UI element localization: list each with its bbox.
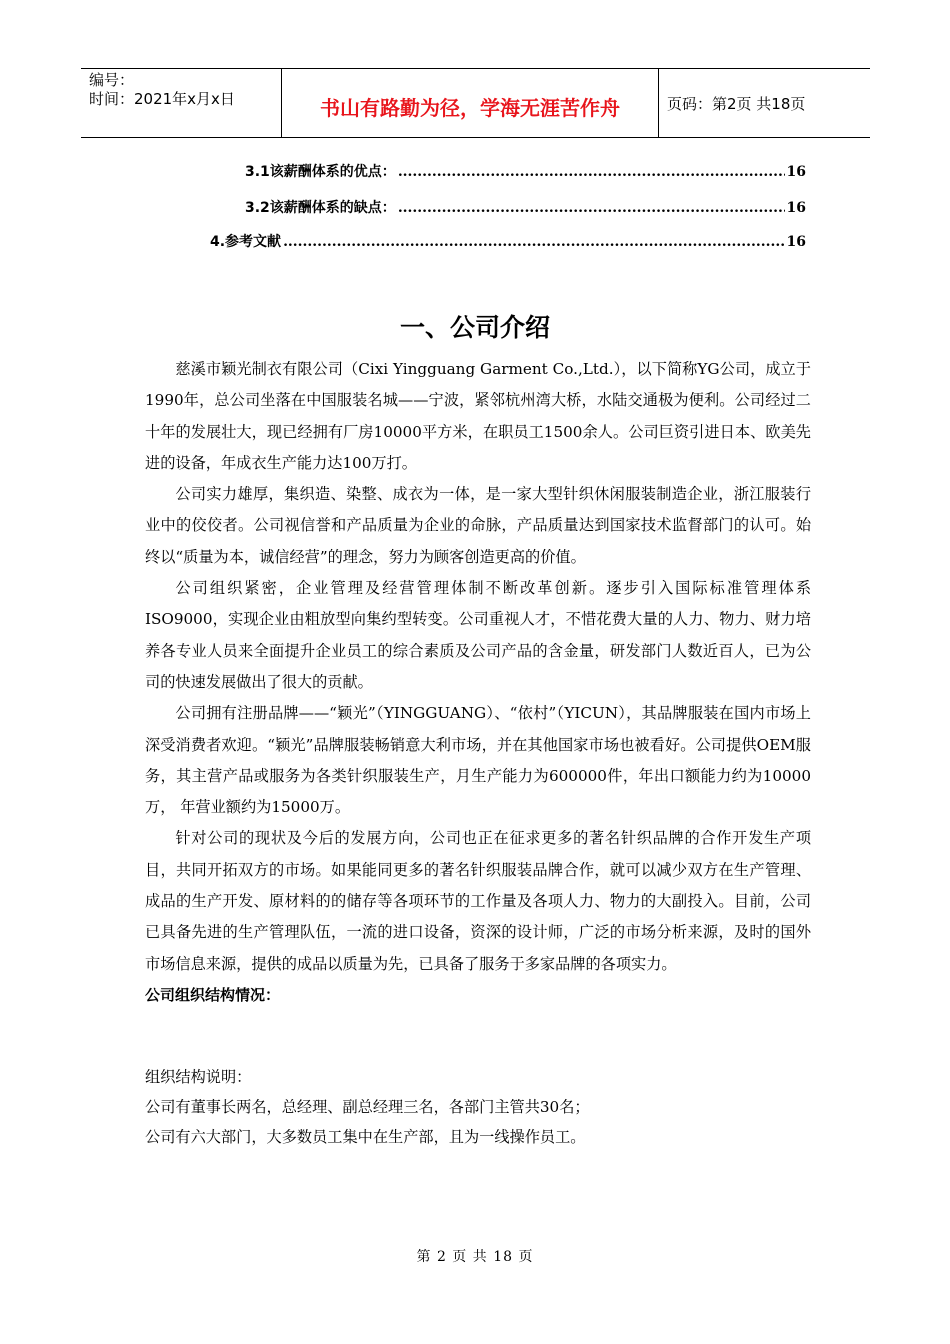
- toc-entry[interactable]: [245, 161, 806, 181]
- org-notes: [145, 1062, 811, 1152]
- header-page-info: 页码：第2页 共18页: [667, 94, 806, 113]
- toc-entry-label: 3.2该薪酬体系的缺点：: [245, 200, 396, 216]
- paragraph: 慈溪市颖光制衣有限公司（Cixi Yingguang Garment Co.,Ltd.），以下简称YG公司，成立于1990年，总公司坐落在中国服装名城——宁波，紧邻杭州湾大桥，水陆交通极为便利。公司经过二十年的发展壮大，现已经拥有厂房10000平方米，在职员工1500余人。公司巨资引进日本、欧美先进的设备，年成衣生产能力达100万打。: [145, 360, 811, 472]
- header-left-cell: [81, 69, 281, 137]
- header-date: 时间：2021年x月x日: [89, 90, 235, 108]
- toc-entry-label: 4.参考文献: [210, 234, 282, 250]
- page-footer: 第 2 页 共 18 页: [416, 1249, 534, 1265]
- toc-entry-page: 16: [786, 164, 806, 180]
- org-note-line: 组织结构说明：: [145, 1068, 252, 1086]
- org-note-line: 公司有六大部门，大多数员工集中在生产部，且为一线操作员工。: [145, 1128, 586, 1146]
- toc-entry-page: 16: [786, 200, 806, 216]
- paragraph: 针对公司的现状及今后的发展方向，公司也正在征求更多的著名针织品牌的合作开发生产项目，共同开拓双方的市场。如果能同更多的著名针织服装品牌合作，就可以减少双方在生产管理、成品的生产开发、原材料的的储存等各项环节的工作量及各项人力、物力的大副投入。目前，公司已具备先进的生产管理队伍，一流的进口设备，资深的设计师，广泛的市场分析来源，及时的国外市场信息来源，提供的成品以质量为先，已具备了服务于多家品牌的各项实力。: [145, 829, 811, 973]
- toc-entry[interactable]: [245, 197, 806, 217]
- body-text: [145, 354, 811, 1011]
- header-motto: 书山有路勤为径，学海无涯苦作舟: [320, 95, 620, 120]
- toc-leader-dots: [398, 164, 785, 180]
- toc-leader-dots: [283, 234, 784, 250]
- org-note-line: 公司有董事长两名，总经理、副总经理三名，各部门主管共30名；: [145, 1098, 590, 1116]
- toc-entry-page: 16: [786, 234, 806, 250]
- toc-entry-label: 3.1该薪酬体系的优点：: [245, 164, 396, 180]
- header-page-cell: [659, 69, 870, 137]
- header-number-label: 编号：: [89, 71, 135, 89]
- toc-leader-dots: [398, 200, 785, 216]
- paragraph: 公司拥有注册品牌——“颖光”（YINGGUANG）、“依村”（YICUN），其品牌服装在国内市场上深受消费者欢迎。“颖光”品牌服装畅销意大利市场，并在其他国家市场也被看好。公司提供OEM服务，其主营产品或服务为各类针织服装生产，月生产能力为600000件，年出口额能力约为10000万， 年营业额约为15000万。: [145, 704, 811, 817]
- page-header: [81, 68, 870, 138]
- toc-entry[interactable]: [210, 231, 806, 251]
- paragraph: 公司组织紧密，企业管理及经营管理体制不断改革创新。逐步引入国际标准管理体系ISO9000，实现企业由粗放型向集约型转变。公司重视人才，不惜花费大量的人力、物力、财力培养各专业人员来全面提升企业员工的综合素质及公司产品的含金量，研发部门人数近百人，已为公司的快速发展做出了很大的贡献。: [145, 579, 811, 691]
- header-motto-cell: [281, 69, 659, 137]
- paragraph: 公司实力雄厚，集织造、染整、成衣为一体，是一家大型针织休闲服装制造企业，浙江服装行业中的佼佼者。公司视信誉和产品质量为企业的命脉，产品质量达到国家技术监督部门的认可。始终以“质量为本，诚信经营”的理念，努力为顾客创造更高的价值。: [145, 485, 811, 566]
- org-structure-heading: 公司组织结构情况：: [145, 985, 281, 1004]
- section-title: 一、公司介绍: [399, 313, 550, 342]
